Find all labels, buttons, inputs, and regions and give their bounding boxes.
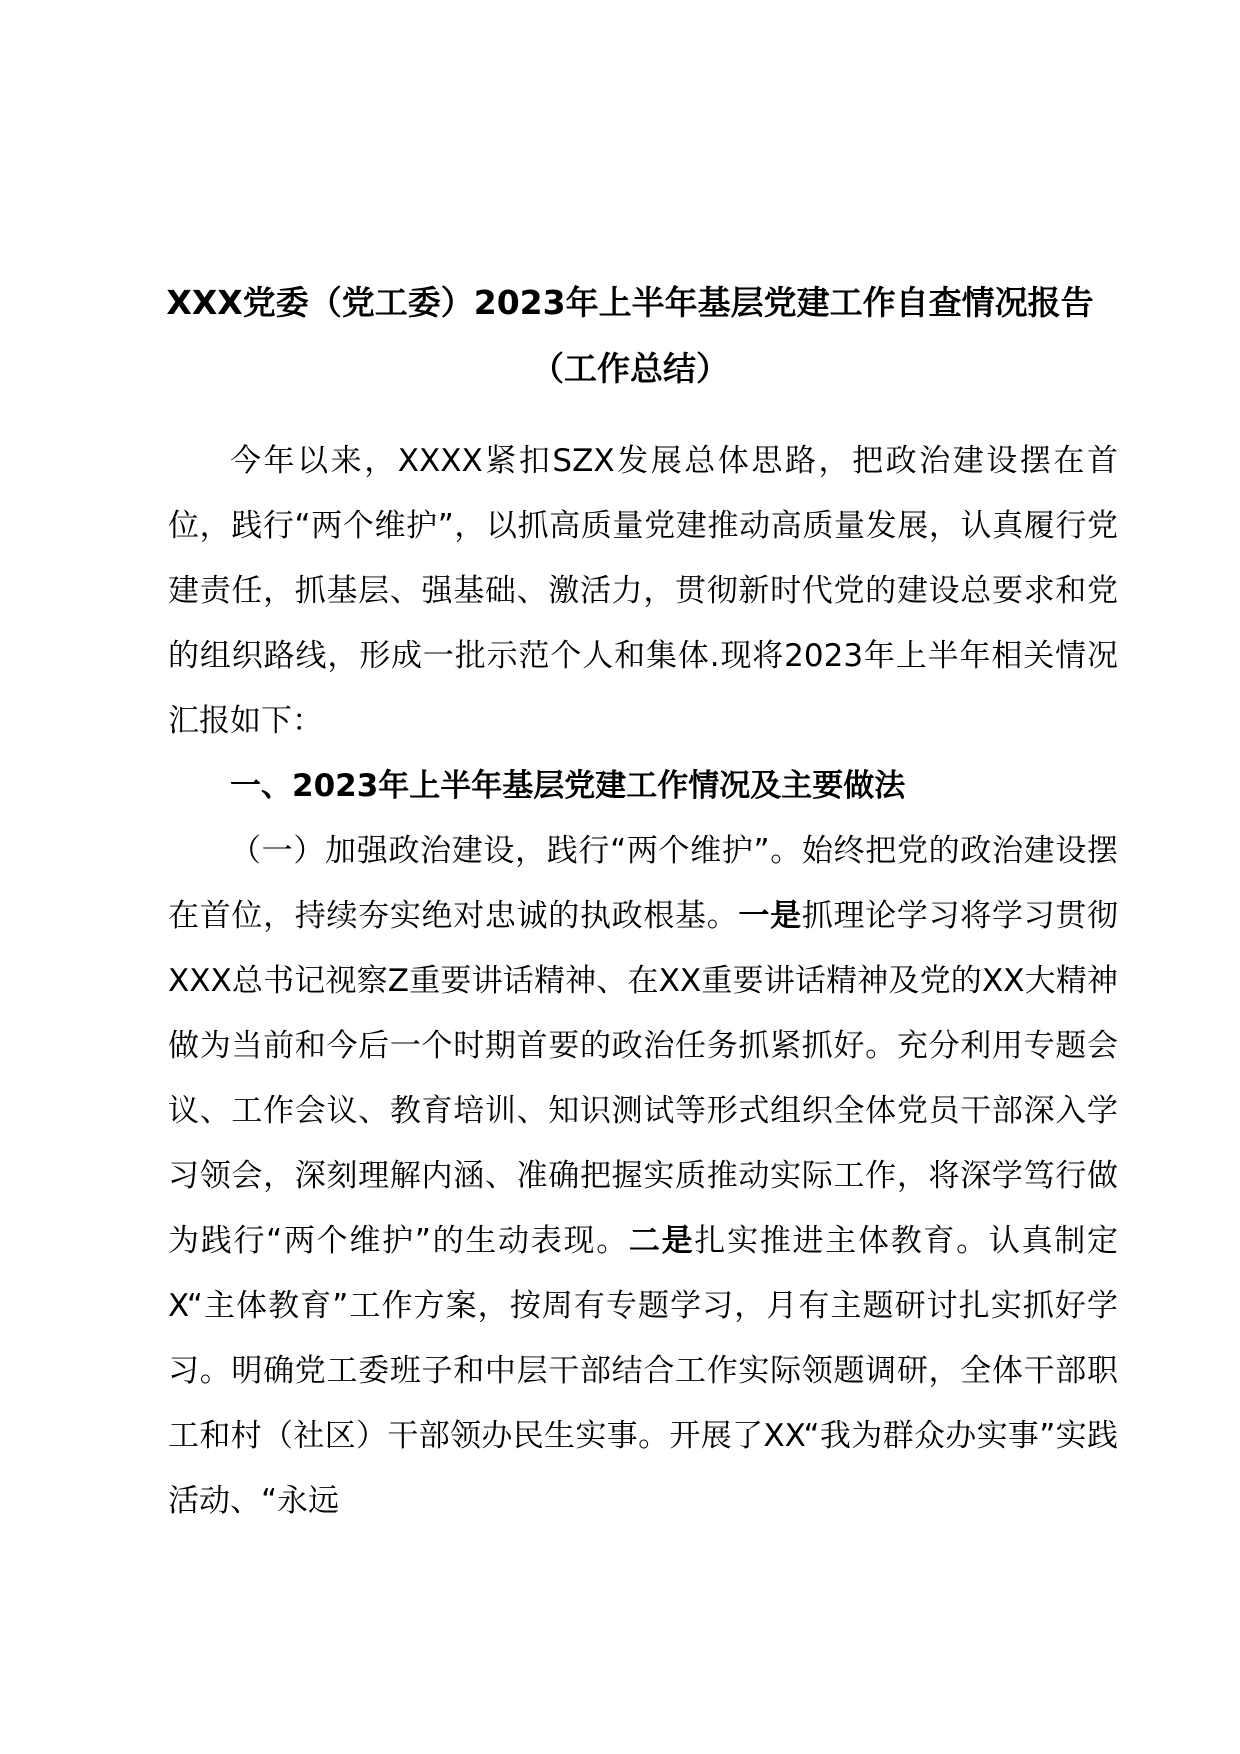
section-1-heading: 一、2023年上半年基层党建工作情况及主要做法 (230, 768, 906, 804)
point-1-label: 一是 (738, 898, 802, 934)
point-2-text: 扎实推进主体教育。认真制定X“主体教育”工作方案，按周有专题学习，月有主题研讨扎实抓好学习。明确党工委班子和中层干部结合工作实际领题调研，全体干部职工和村（社区）干部领办民生实事。开展了XX“我为群众办实事”实践活动、“永远 (168, 1223, 1119, 1519)
subsection-1-paragraph (168, 819, 1118, 1534)
intro-paragraph: 今年以来，XXXX紧扣SZX发展总体思路，把政治建设摆在首位，践行“两个维护”，以抓高质量党建推动高质量发展，认真履行党建责任，抓基层、强基础、激活力，贯彻新时代党的建设总要求和党的组织路线，形成一批示范个人和集体.现将2023年上半年相关情况汇报如下： (168, 443, 1118, 739)
subsection-1-text: （一）加强政治建设，践行“两个维护”。始终把党的政治建设摆在首位，持续夯实绝对忠诚的执政根基。 (168, 833, 1118, 934)
title-line-2: （工作总结） (531, 349, 729, 388)
document-body (168, 429, 1118, 1534)
point-1-text: 抓理论学习将学习贯彻XXX总书记视察Z重要讲话精神、在XX重要讲话精神及党的XX大精神做为当前和今后一个时期首要的政治任务抓紧抓好。充分利用专题会议、工作会议、教育培训、知识测试等形式组织全体党员干部深入学习领会，深刻理解内涵、准确把握实质推动实际工作，将深学笃行做为践行“两个维护”的生动表现。 (168, 898, 1119, 1259)
document-title (150, 270, 1110, 402)
title-line-1: XXX党委（党工委）2023年上半年基层党建工作自查情况报告 (166, 283, 1094, 322)
point-2-label: 二是 (628, 1223, 695, 1259)
